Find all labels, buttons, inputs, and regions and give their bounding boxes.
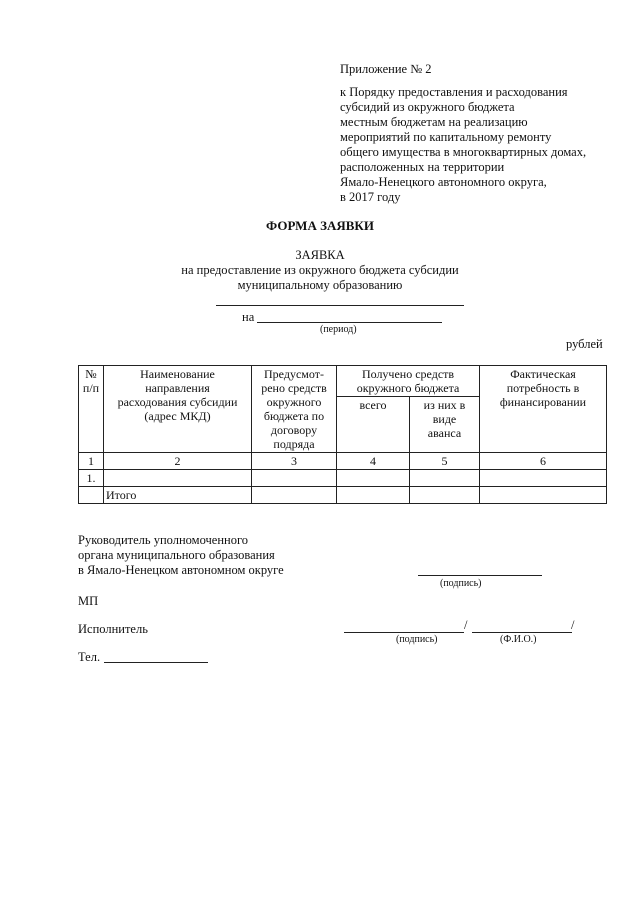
seal-label: МП	[78, 594, 99, 608]
municipality-blank-line	[216, 305, 464, 306]
application-line1: на предоставление из окружного бюджета субсидии	[181, 263, 459, 277]
empty-cell	[480, 487, 607, 504]
appendix-line: местным бюджетам на реализацию	[340, 115, 528, 129]
head-signatory	[78, 533, 284, 578]
header-planned: Предусмот- рено средств окружного бюджета по договору подряда	[252, 366, 337, 453]
appendix-line: Ямало-Ненецкого автономного округа,	[340, 175, 547, 189]
phone-blank-line	[104, 662, 208, 663]
appendix-line: расположенных на территории	[340, 160, 505, 174]
empty-cell	[79, 487, 104, 504]
empty-cell	[252, 470, 337, 487]
empty-cell	[104, 470, 252, 487]
appendix-line: к Порядку предоставления и расходования	[340, 85, 568, 99]
period-blank-line	[257, 322, 442, 323]
empty-cell	[410, 470, 480, 487]
header-total: всего	[337, 397, 410, 453]
form-title: ФОРМА ЗАЯВКИ	[266, 218, 374, 233]
slash: /	[571, 618, 575, 632]
col-number: 4	[337, 453, 410, 470]
application-heading-block	[0, 248, 640, 293]
application-heading: ЗАЯВКА	[295, 248, 345, 262]
col-number: 3	[252, 453, 337, 470]
head-line: органа муниципального образования	[78, 548, 275, 562]
col-number: 5	[410, 453, 480, 470]
empty-cell	[337, 470, 410, 487]
empty-cell	[337, 487, 410, 504]
empty-cell	[410, 487, 480, 504]
table-row	[79, 470, 607, 487]
slash: /	[464, 618, 468, 632]
executor-fio-caption: (Ф.И.О.)	[500, 634, 537, 645]
empty-cell	[480, 470, 607, 487]
empty-cell	[252, 487, 337, 504]
na-label: на	[242, 310, 255, 324]
executor-signature-line	[344, 632, 464, 633]
request-table	[78, 365, 607, 504]
header-received: Получено средств окружного бюджета	[337, 366, 480, 397]
appendix-line: в 2017 году	[340, 190, 401, 204]
header-name: Наименование направления расходования субсидии (адрес МКД)	[104, 366, 252, 453]
currency-label: рублей	[566, 337, 603, 351]
appendix-title: Приложение № 2	[340, 62, 432, 76]
executor-name-line	[472, 632, 572, 633]
total-row	[79, 487, 607, 504]
header-num: № п/п	[79, 366, 104, 453]
header-advance: из них в виде аванса	[410, 397, 480, 453]
appendix-line: мероприятий по капитальному ремонту	[340, 130, 552, 144]
application-line2: муниципальному образованию	[237, 278, 403, 292]
header-need: Фактическая потребность в финансировании	[480, 366, 607, 453]
head-signature-line	[418, 575, 542, 576]
phone-label: Тел.	[78, 650, 101, 664]
period-caption: (период)	[320, 324, 357, 335]
head-signature-caption: (подпись)	[440, 578, 482, 589]
total-label: Итого	[104, 487, 252, 504]
col-number: 1	[79, 453, 104, 470]
col-number: 2	[104, 453, 252, 470]
appendix-header	[340, 62, 586, 205]
col-number: 6	[480, 453, 607, 470]
appendix-line: общего имущества в многоквартирных домах,	[340, 145, 587, 159]
appendix-line: субсидий из окружного бюджета	[340, 100, 515, 114]
executor-signature-caption: (подпись)	[396, 634, 438, 645]
executor-label: Исполнитель	[78, 622, 148, 636]
head-line: в Ямало-Ненецком автономном округе	[78, 563, 284, 577]
row-num: 1.	[79, 470, 104, 487]
head-line: Руководитель уполномоченного	[78, 533, 249, 547]
